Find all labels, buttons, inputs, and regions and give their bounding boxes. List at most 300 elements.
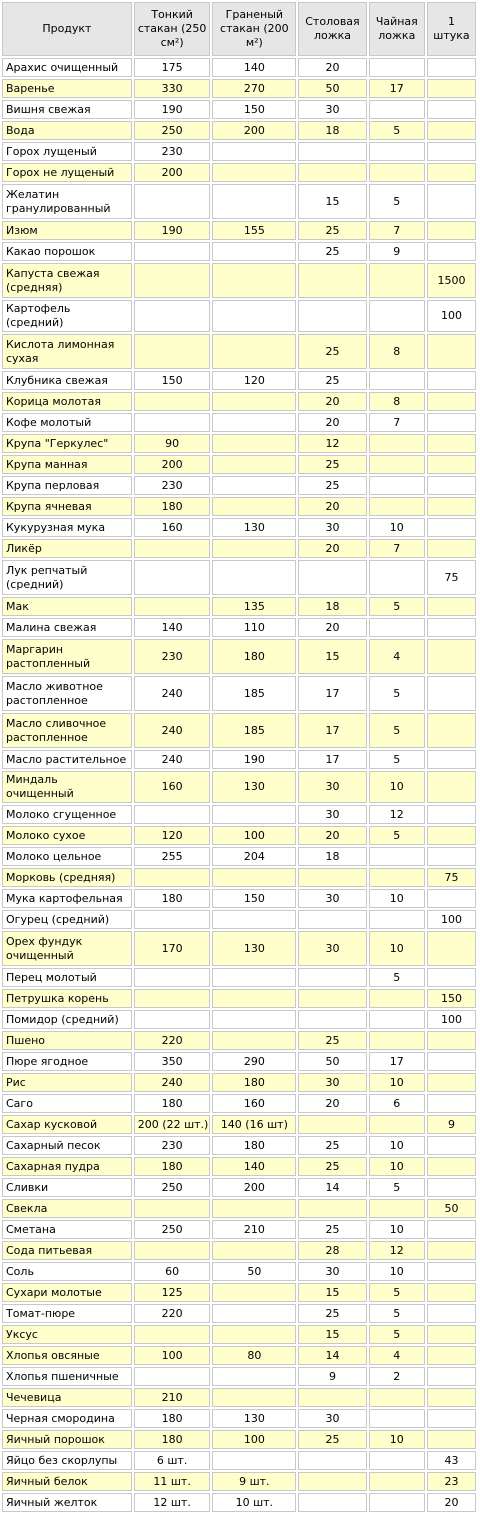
table-row — [2, 1094, 476, 1113]
cell-product: Огурец (средний) — [2, 910, 132, 929]
cell-thin-glass: 180 — [134, 1430, 211, 1449]
table-row — [2, 910, 476, 929]
table-row — [2, 868, 476, 887]
cell-thin-glass: 6 шт. — [134, 1451, 211, 1470]
cell-tablespoon: 20 — [298, 392, 366, 411]
cell-faceted-glass — [212, 1367, 296, 1386]
cell-thin-glass: 220 — [134, 1304, 211, 1323]
cell-product: Свекла — [2, 1199, 132, 1218]
header-product: Продукт — [2, 2, 132, 56]
cell-product: Перец молотый — [2, 968, 132, 987]
cell-piece — [427, 371, 476, 390]
cell-tablespoon: 30 — [298, 771, 366, 803]
cell-teaspoon — [369, 618, 425, 637]
table-row — [2, 221, 476, 240]
cell-piece — [427, 392, 476, 411]
cell-teaspoon — [369, 163, 425, 182]
cell-tablespoon: 30 — [298, 1262, 366, 1281]
cell-faceted-glass — [212, 539, 296, 558]
cell-teaspoon: 5 — [369, 121, 425, 140]
cell-thin-glass: 250 — [134, 1220, 211, 1239]
table-row — [2, 476, 476, 495]
table-row — [2, 1073, 476, 1092]
cell-thin-glass — [134, 560, 211, 595]
cell-teaspoon — [369, 868, 425, 887]
cell-piece: 50 — [427, 1199, 476, 1218]
cell-teaspoon: 5 — [369, 826, 425, 845]
cell-product: Картофель (средний) — [2, 300, 132, 332]
cell-piece: 43 — [427, 1451, 476, 1470]
cell-product: Сливки — [2, 1178, 132, 1197]
cell-tablespoon: 20 — [298, 618, 366, 637]
cell-thin-glass — [134, 1367, 211, 1386]
cell-product: Сахарная пудра — [2, 1157, 132, 1176]
cell-piece — [427, 805, 476, 824]
cell-product: Кукурузная мука — [2, 518, 132, 537]
cell-piece — [427, 1031, 476, 1050]
cell-teaspoon: 5 — [369, 1283, 425, 1302]
cell-product: Горох лущеный — [2, 142, 132, 161]
cell-thin-glass — [134, 968, 211, 987]
cell-teaspoon: 5 — [369, 713, 425, 748]
cell-tablespoon — [298, 1472, 366, 1491]
cell-piece — [427, 1094, 476, 1113]
cell-faceted-glass: 140 — [212, 58, 296, 77]
cell-thin-glass: 220 — [134, 1031, 211, 1050]
table-row — [2, 539, 476, 558]
table-row — [2, 805, 476, 824]
cell-teaspoon — [369, 989, 425, 1008]
cell-tablespoon: 17 — [298, 750, 366, 769]
cell-tablespoon — [298, 1010, 366, 1029]
cell-faceted-glass — [212, 805, 296, 824]
cell-thin-glass: 170 — [134, 931, 211, 966]
cell-teaspoon — [369, 1199, 425, 1218]
cell-product: Арахис очищенный — [2, 58, 132, 77]
cell-product: Яичный порошок — [2, 1430, 132, 1449]
table-row — [2, 184, 476, 219]
cell-product: Корица молотая — [2, 392, 132, 411]
cell-thin-glass: 330 — [134, 79, 211, 98]
cell-faceted-glass — [212, 1010, 296, 1029]
table-row — [2, 1178, 476, 1197]
cell-teaspoon: 2 — [369, 1367, 425, 1386]
cell-piece — [427, 121, 476, 140]
cell-faceted-glass: 100 — [212, 1430, 296, 1449]
cell-faceted-glass: 10 шт. — [212, 1493, 296, 1512]
cell-product: Сода питьевая — [2, 1241, 132, 1260]
table-row — [2, 58, 476, 77]
cell-thin-glass: 11 шт. — [134, 1472, 211, 1491]
cell-piece — [427, 639, 476, 674]
cell-piece — [427, 1262, 476, 1281]
cell-tablespoon — [298, 163, 366, 182]
cell-thin-glass — [134, 334, 211, 369]
cell-product: Сметана — [2, 1220, 132, 1239]
cell-piece — [427, 1073, 476, 1092]
cell-product: Морковь (средняя) — [2, 868, 132, 887]
cell-product: Изюм — [2, 221, 132, 240]
cell-tablespoon — [298, 1493, 366, 1512]
table-row — [2, 434, 476, 453]
cell-piece — [427, 1430, 476, 1449]
cell-thin-glass — [134, 539, 211, 558]
cell-tablespoon: 50 — [298, 79, 366, 98]
cell-tablespoon: 20 — [298, 826, 366, 845]
table-row — [2, 847, 476, 866]
cell-teaspoon — [369, 263, 425, 298]
cell-teaspoon: 5 — [369, 750, 425, 769]
cell-piece — [427, 334, 476, 369]
cell-faceted-glass: 140 — [212, 1157, 296, 1176]
header-thin-glass: Тонкий стакан (250 см²) — [134, 2, 211, 56]
cell-piece — [427, 1325, 476, 1344]
cell-thin-glass: 350 — [134, 1052, 211, 1071]
cell-tablespoon: 25 — [298, 1157, 366, 1176]
cell-thin-glass: 200 (22 шт.) — [134, 1115, 211, 1134]
table-row — [2, 826, 476, 845]
cell-faceted-glass — [212, 300, 296, 332]
cell-faceted-glass: 200 — [212, 121, 296, 140]
cell-teaspoon: 7 — [369, 221, 425, 240]
table-header — [2, 2, 476, 56]
cell-piece — [427, 455, 476, 474]
cell-thin-glass: 190 — [134, 221, 211, 240]
table-row — [2, 618, 476, 637]
table-row — [2, 1157, 476, 1176]
cell-piece — [427, 771, 476, 803]
cell-piece — [427, 1220, 476, 1239]
table-row — [2, 1052, 476, 1071]
cell-teaspoon: 10 — [369, 1262, 425, 1281]
cell-teaspoon: 10 — [369, 889, 425, 908]
cell-tablespoon — [298, 1115, 366, 1134]
table-row — [2, 1346, 476, 1365]
cell-piece — [427, 968, 476, 987]
cell-teaspoon: 8 — [369, 334, 425, 369]
cell-thin-glass: 230 — [134, 639, 211, 674]
cell-product: Желатин гранулированный — [2, 184, 132, 219]
cell-product: Сахар кусковой — [2, 1115, 132, 1134]
cell-faceted-glass: 150 — [212, 100, 296, 119]
table-row — [2, 263, 476, 298]
cell-tablespoon: 14 — [298, 1178, 366, 1197]
cell-thin-glass: 180 — [134, 1094, 211, 1113]
cell-product: Ликёр — [2, 539, 132, 558]
cell-piece: 20 — [427, 1493, 476, 1512]
cell-product: Масло растительное — [2, 750, 132, 769]
cell-piece — [427, 497, 476, 516]
table-row — [2, 413, 476, 432]
cell-piece — [427, 1178, 476, 1197]
cell-thin-glass: 200 — [134, 163, 211, 182]
table-row — [2, 100, 476, 119]
cell-faceted-glass: 155 — [212, 221, 296, 240]
cell-thin-glass: 240 — [134, 676, 211, 711]
cell-tablespoon — [298, 1199, 366, 1218]
cell-tablespoon: 15 — [298, 1283, 366, 1302]
cell-teaspoon: 8 — [369, 392, 425, 411]
cell-teaspoon: 12 — [369, 805, 425, 824]
table-row — [2, 79, 476, 98]
cell-faceted-glass: 210 — [212, 1220, 296, 1239]
table-row — [2, 931, 476, 966]
cell-teaspoon — [369, 1388, 425, 1407]
cell-tablespoon: 25 — [298, 476, 366, 495]
table-row — [2, 676, 476, 711]
cell-tablespoon: 25 — [298, 1031, 366, 1050]
cell-piece: 100 — [427, 300, 476, 332]
cell-teaspoon: 17 — [369, 79, 425, 98]
cell-teaspoon: 10 — [369, 518, 425, 537]
cell-faceted-glass: 120 — [212, 371, 296, 390]
cell-tablespoon — [298, 263, 366, 298]
cell-product: Яичный желток — [2, 1493, 132, 1512]
cell-piece — [427, 618, 476, 637]
table-row — [2, 392, 476, 411]
cell-faceted-glass — [212, 1325, 296, 1344]
cell-piece — [427, 1157, 476, 1176]
cell-product: Сахарный песок — [2, 1136, 132, 1155]
cell-faceted-glass: 50 — [212, 1262, 296, 1281]
table-row — [2, 968, 476, 987]
cell-teaspoon — [369, 910, 425, 929]
table-row — [2, 1136, 476, 1155]
cell-piece — [427, 79, 476, 98]
cell-faceted-glass: 185 — [212, 676, 296, 711]
cell-thin-glass — [134, 392, 211, 411]
cell-thin-glass: 90 — [134, 434, 211, 453]
cell-teaspoon — [369, 434, 425, 453]
cell-piece: 23 — [427, 1472, 476, 1491]
cell-piece — [427, 242, 476, 261]
cell-thin-glass — [134, 242, 211, 261]
cell-thin-glass: 160 — [134, 518, 211, 537]
cell-piece — [427, 539, 476, 558]
cell-tablespoon: 30 — [298, 518, 366, 537]
cell-piece — [427, 518, 476, 537]
cell-thin-glass: 230 — [134, 476, 211, 495]
cell-tablespoon: 20 — [298, 413, 366, 432]
cell-faceted-glass: 130 — [212, 931, 296, 966]
cell-thin-glass: 190 — [134, 100, 211, 119]
cell-product: Мука картофельная — [2, 889, 132, 908]
table-row — [2, 1115, 476, 1134]
cell-tablespoon: 25 — [298, 1220, 366, 1239]
cell-faceted-glass — [212, 455, 296, 474]
cell-product: Капуста свежая (средняя) — [2, 263, 132, 298]
cell-product: Петрушка корень — [2, 989, 132, 1008]
cell-tablespoon — [298, 910, 366, 929]
cell-tablespoon: 20 — [298, 58, 366, 77]
table-row — [2, 497, 476, 516]
cell-teaspoon — [369, 560, 425, 595]
table-row — [2, 1241, 476, 1260]
cell-piece — [427, 184, 476, 219]
cell-tablespoon: 15 — [298, 184, 366, 219]
cell-product: Яйцо без скорлупы — [2, 1451, 132, 1470]
cell-faceted-glass — [212, 163, 296, 182]
cell-faceted-glass — [212, 1304, 296, 1323]
header-tablespoon: Столовая ложка — [298, 2, 366, 56]
cell-thin-glass — [134, 263, 211, 298]
cell-tablespoon: 25 — [298, 242, 366, 261]
cell-thin-glass — [134, 597, 211, 616]
cell-teaspoon — [369, 371, 425, 390]
cell-faceted-glass — [212, 1241, 296, 1260]
cell-tablespoon: 30 — [298, 1409, 366, 1428]
cell-faceted-glass — [212, 560, 296, 595]
cell-thin-glass — [134, 910, 211, 929]
cell-teaspoon: 10 — [369, 1220, 425, 1239]
header-row — [2, 2, 476, 56]
cell-faceted-glass — [212, 868, 296, 887]
cell-tablespoon: 20 — [298, 539, 366, 558]
cell-piece — [427, 1241, 476, 1260]
cell-faceted-glass — [212, 989, 296, 1008]
cell-piece — [427, 826, 476, 845]
cell-product: Хлопья овсяные — [2, 1346, 132, 1365]
table-row — [2, 771, 476, 803]
table-row — [2, 518, 476, 537]
cell-tablespoon: 17 — [298, 676, 366, 711]
cell-faceted-glass: 180 — [212, 1136, 296, 1155]
cell-product: Мак — [2, 597, 132, 616]
cell-product: Молоко цельное — [2, 847, 132, 866]
cell-tablespoon: 20 — [298, 497, 366, 516]
cell-teaspoon: 4 — [369, 1346, 425, 1365]
cell-piece — [427, 1136, 476, 1155]
cell-piece: 150 — [427, 989, 476, 1008]
cell-teaspoon — [369, 1115, 425, 1134]
cell-faceted-glass: 150 — [212, 889, 296, 908]
cell-tablespoon: 25 — [298, 1136, 366, 1155]
cell-thin-glass — [134, 184, 211, 219]
cell-piece — [427, 221, 476, 240]
cell-teaspoon — [369, 1472, 425, 1491]
cell-teaspoon: 10 — [369, 771, 425, 803]
cell-faceted-glass: 180 — [212, 1073, 296, 1092]
cell-tablespoon: 25 — [298, 371, 366, 390]
cell-thin-glass: 230 — [134, 142, 211, 161]
cell-product: Кофе молотый — [2, 413, 132, 432]
table-row — [2, 242, 476, 261]
cell-tablespoon: 14 — [298, 1346, 366, 1365]
header-faceted-glass: Граненый стакан (200 м²) — [212, 2, 296, 56]
cell-faceted-glass: 135 — [212, 597, 296, 616]
header-teaspoon: Чайная ложка — [369, 2, 425, 56]
cell-teaspoon — [369, 1010, 425, 1029]
cell-faceted-glass — [212, 497, 296, 516]
cell-faceted-glass: 270 — [212, 79, 296, 98]
cell-tablespoon: 50 — [298, 1052, 366, 1071]
cell-tablespoon: 15 — [298, 1325, 366, 1344]
cell-teaspoon: 6 — [369, 1094, 425, 1113]
cell-piece — [427, 713, 476, 748]
cell-faceted-glass: 200 — [212, 1178, 296, 1197]
table-row — [2, 1220, 476, 1239]
table-row — [2, 889, 476, 908]
cell-piece — [427, 413, 476, 432]
cell-faceted-glass: 190 — [212, 750, 296, 769]
cell-faceted-glass: 110 — [212, 618, 296, 637]
cell-faceted-glass — [212, 968, 296, 987]
table-row — [2, 1472, 476, 1491]
table-row — [2, 1199, 476, 1218]
cell-product: Молоко сгущенное — [2, 805, 132, 824]
table-row — [2, 1283, 476, 1302]
cell-teaspoon — [369, 497, 425, 516]
cell-piece — [427, 1388, 476, 1407]
cell-tablespoon: 28 — [298, 1241, 366, 1260]
cell-faceted-glass — [212, 242, 296, 261]
cell-piece: 75 — [427, 560, 476, 595]
table-body — [2, 58, 476, 1512]
cell-teaspoon — [369, 1031, 425, 1050]
cell-faceted-glass — [212, 263, 296, 298]
cell-product: Орех фундук очищенный — [2, 931, 132, 966]
cell-product: Пшено — [2, 1031, 132, 1050]
cell-piece — [427, 750, 476, 769]
cell-thin-glass: 120 — [134, 826, 211, 845]
cell-faceted-glass — [212, 434, 296, 453]
table-row — [2, 371, 476, 390]
cell-teaspoon: 5 — [369, 1178, 425, 1197]
cell-product: Вишня свежая — [2, 100, 132, 119]
cell-tablespoon: 25 — [298, 455, 366, 474]
cell-piece: 100 — [427, 1010, 476, 1029]
cell-teaspoon: 10 — [369, 931, 425, 966]
cell-tablespoon — [298, 1451, 366, 1470]
cell-faceted-glass: 130 — [212, 518, 296, 537]
cell-product: Миндаль очищенный — [2, 771, 132, 803]
cell-thin-glass: 180 — [134, 1157, 211, 1176]
cell-teaspoon — [369, 300, 425, 332]
table-row — [2, 142, 476, 161]
cell-piece — [427, 163, 476, 182]
cell-thin-glass: 200 — [134, 455, 211, 474]
cell-tablespoon: 30 — [298, 100, 366, 119]
table-row — [2, 1367, 476, 1386]
cell-teaspoon: 10 — [369, 1073, 425, 1092]
cell-tablespoon: 30 — [298, 931, 366, 966]
cell-tablespoon — [298, 968, 366, 987]
table-row — [2, 1031, 476, 1050]
table-row — [2, 1010, 476, 1029]
cell-faceted-glass: 130 — [212, 1409, 296, 1428]
cell-teaspoon: 5 — [369, 1325, 425, 1344]
cell-thin-glass: 180 — [134, 889, 211, 908]
cell-faceted-glass: 100 — [212, 826, 296, 845]
cell-product: Масло животное растопленное — [2, 676, 132, 711]
cell-teaspoon — [369, 1451, 425, 1470]
cell-product: Клубника свежая — [2, 371, 132, 390]
cell-tablespoon — [298, 1388, 366, 1407]
cell-product: Кислота лимонная сухая — [2, 334, 132, 369]
cell-product: Крупа "Геркулес" — [2, 434, 132, 453]
cell-faceted-glass — [212, 413, 296, 432]
cell-faceted-glass — [212, 1283, 296, 1302]
cell-teaspoon: 17 — [369, 1052, 425, 1071]
cell-product: Томат-пюре — [2, 1304, 132, 1323]
table-row — [2, 597, 476, 616]
cell-piece: 9 — [427, 1115, 476, 1134]
cell-product: Крупа манная — [2, 455, 132, 474]
cell-tablespoon: 18 — [298, 121, 366, 140]
cell-faceted-glass — [212, 184, 296, 219]
cell-product: Яичный белок — [2, 1472, 132, 1491]
cell-product: Крупа перловая — [2, 476, 132, 495]
